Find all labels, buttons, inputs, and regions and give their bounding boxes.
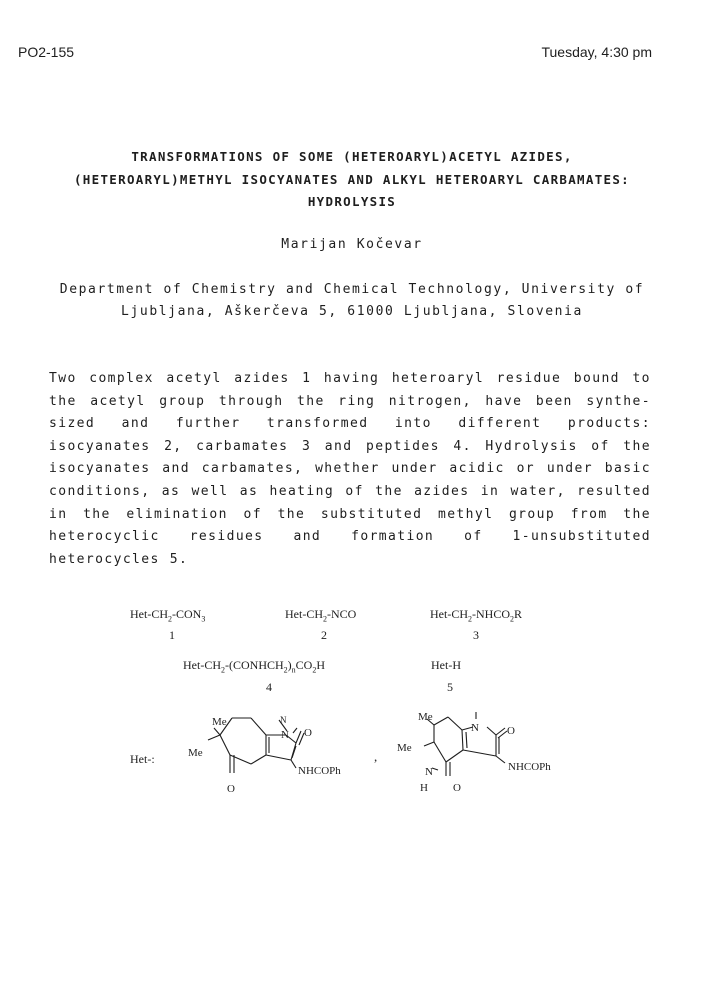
abstract-word: and [324, 438, 353, 454]
abstract-word: in [480, 484, 500, 499]
abstract-word: to [632, 371, 651, 386]
abstract-word: conditions, [49, 484, 151, 499]
title-line-2: (HETEROARYL)METHYL ISOCYANATES AND ALKYL HETEROARYL CARBAMATES: [73, 172, 630, 187]
abstract-word: 1-unsubstituted [512, 529, 651, 545]
het-b-nhcoph: NHCOPh [508, 761, 551, 773]
abstract-word: of [591, 438, 610, 454]
abstract-word: methyl [437, 506, 494, 522]
abstract-word: and [162, 461, 190, 477]
author: Marijan Kočevar [281, 237, 423, 252]
abstract-word: and [121, 416, 150, 432]
abstract-word: isocyanates [49, 438, 151, 454]
abstract-word: 3 [301, 438, 312, 454]
abstract-word: of [345, 484, 364, 499]
abstract-word: 4. [453, 438, 472, 454]
abstract-word: acidic [449, 461, 505, 477]
abstract-word: Hydrolysis [485, 438, 578, 454]
abstract-word: resulted [577, 484, 651, 499]
abstract-word: carbamates, [201, 461, 304, 477]
het-a-n-methyl: N [280, 715, 287, 725]
abstract-word: complex [89, 371, 154, 386]
formula-4: Het-$CH_2-(CONHCH_2)_nCO_2H$ [183, 658, 326, 675]
abstract-word: bound [573, 371, 620, 386]
abstract-word: azides [234, 371, 290, 386]
formula-2: Het-$CH_2$-NCO [285, 607, 357, 624]
abstract-word: 2, [164, 438, 183, 454]
het-a-o-1: O [304, 727, 312, 739]
het-b-n-2: N [425, 766, 433, 778]
abstract-word: having [323, 371, 380, 386]
abstract-word: group [508, 506, 556, 522]
abstract-word: peptides [365, 438, 440, 454]
abstract-word: as [239, 484, 259, 499]
compound-number-4: 4 [266, 680, 272, 694]
abstract-word: in [49, 506, 68, 522]
abstract-word: formation [351, 529, 435, 545]
abstract-word: 5. [169, 551, 189, 567]
abstract-word: and [293, 529, 322, 545]
abstract-word: nitrogen, [388, 393, 472, 409]
het-a-me-1: Me [212, 716, 227, 728]
abstract-word: the [375, 484, 403, 499]
abstract-word: elimination [126, 506, 228, 522]
abstract-word: of [243, 506, 262, 522]
abstract-word: under [546, 461, 593, 477]
title-line-3: HYDROLYSIS [307, 194, 397, 209]
formula-3: Het-$CH_2-NHCO_2R$ [430, 607, 523, 624]
het-label: Het-: [130, 752, 155, 766]
abstract-word: as [161, 484, 181, 499]
abstract-word: Two [49, 371, 77, 386]
het-b-me-2: Me [397, 742, 412, 754]
abstract-word: the [277, 506, 306, 522]
abstract-word: into [394, 416, 432, 432]
abstract-word: ring [338, 393, 376, 409]
abstract-word: further [175, 416, 241, 432]
separator-comma: , [374, 749, 378, 764]
abstract-word: the [297, 393, 325, 409]
abstract-word: through [218, 393, 284, 409]
abstract-word: isocyanates [49, 461, 151, 477]
het-structure-b [424, 712, 507, 776]
abstract-word: transformed [266, 416, 369, 432]
affiliation-line-2: Ljubljana, Aškerčeva 5, 61000 Ljubljana, Slovenia [121, 304, 583, 319]
abstract-word: of [464, 529, 483, 545]
abstract-word: heterocyclic [49, 529, 160, 545]
abstract-word: whether [315, 461, 380, 477]
abstract-word: the [49, 393, 77, 409]
affiliation-line-1: Department of Chemistry and Chemical Technology, University of [59, 282, 645, 297]
abstract-word: basic [604, 461, 651, 477]
abstract-word: substituted [320, 506, 423, 522]
abstract-word: residues [189, 529, 264, 545]
abstract-word: been [535, 393, 573, 409]
formula-1: Het-$CH_2-CON_3$ [130, 607, 206, 624]
session-time: Tuesday, 4:30 pm [541, 44, 652, 60]
abstract-word: heating [269, 484, 335, 499]
abstract-word: products: [567, 416, 651, 432]
abstract-word: water, [510, 484, 566, 499]
abstract-word: azides [414, 484, 470, 499]
abstract-word: heteroaryl [391, 371, 485, 386]
abstract-word: group [159, 393, 206, 409]
abstract-word: the [623, 506, 651, 522]
abstract-word: 1 [302, 371, 312, 386]
het-a-nhcoph: NHCOPh [298, 765, 341, 777]
abstract-word: acetyl [90, 393, 146, 409]
abstract-word: under [391, 461, 438, 477]
compound-number-1: 1 [169, 628, 175, 642]
abstract-word: heterocycles [49, 551, 160, 567]
abstract-word: synthe- [586, 393, 651, 409]
abstract-word: have [485, 393, 523, 409]
title-line-1: TRANSFORMATIONS OF SOME (HETEROARYL)ACETYL AZIDES, [131, 149, 573, 164]
abstract-word: well [191, 484, 229, 499]
compound-number-5: 5 [447, 680, 453, 694]
formula-5: Het-H [431, 658, 461, 672]
het-a-me-2: Me [188, 747, 203, 759]
abstract-word: sized [49, 416, 96, 432]
het-b-o-1: O [507, 725, 515, 737]
session-code: PO2-155 [18, 44, 75, 60]
abstract-word: carbamates [196, 438, 289, 454]
abstract-word: residue [496, 371, 562, 386]
abstract-word: the [83, 506, 111, 522]
abstract-word: acetyl [166, 371, 222, 386]
het-b-o-2: O [453, 782, 461, 794]
abstract-word: the [623, 438, 651, 454]
het-b-n: N [471, 722, 479, 734]
abstract-word: different [458, 416, 542, 432]
abstract-word: or [516, 461, 536, 477]
compound-number-2: 2 [321, 628, 327, 642]
compound-number-3: 3 [473, 628, 479, 642]
het-a-n: N [281, 729, 289, 741]
abstract-word: from [570, 506, 608, 522]
het-b-me-1: Me [418, 711, 433, 723]
het-a-o-2: O [227, 783, 235, 795]
het-b-h: H [420, 782, 428, 794]
